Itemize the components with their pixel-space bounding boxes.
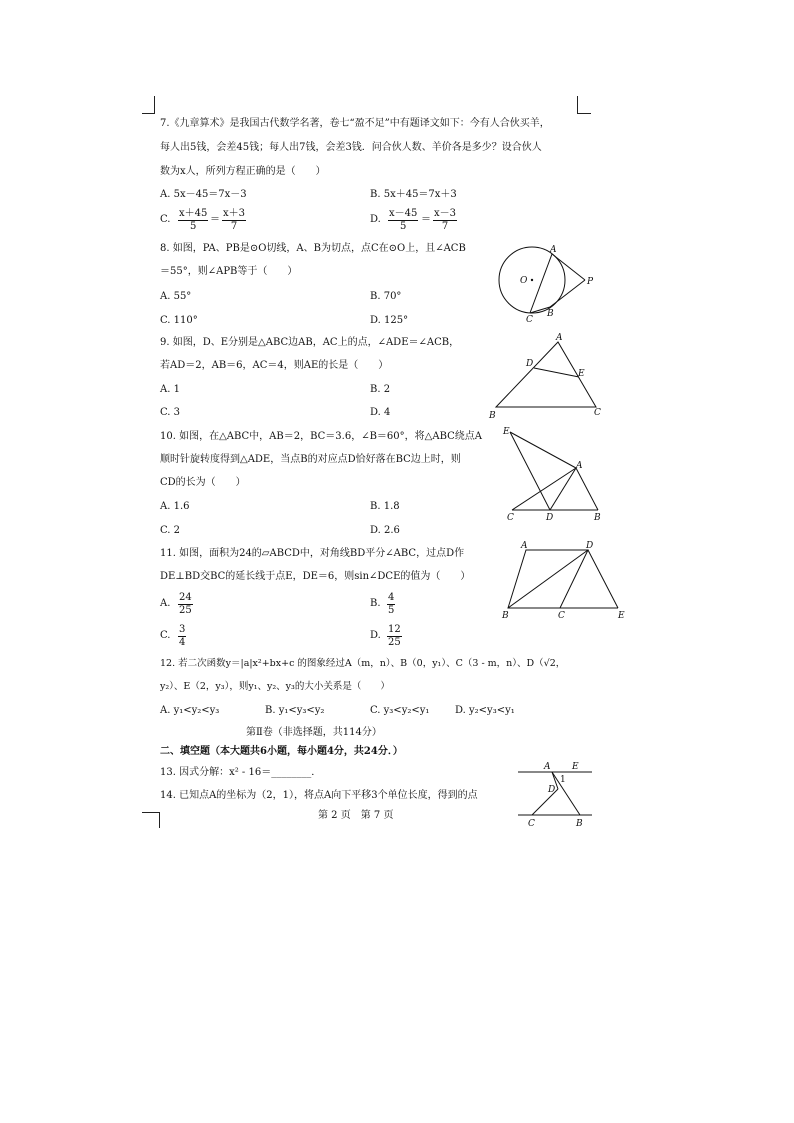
numerator: x＋3	[223, 208, 246, 219]
q9-label-b: B	[489, 411, 496, 421]
q11-option-a-label: A.	[160, 598, 171, 609]
denominator: 7	[230, 221, 238, 232]
q7-option-c-fraction-2	[222, 208, 246, 233]
q7-option-c-label: C.	[160, 214, 171, 225]
q9-label-c: C	[594, 408, 601, 418]
q8-label-a: A	[550, 245, 557, 255]
q8-label-o: O	[520, 276, 528, 286]
q12-option-a: A. y₁<y₂<y₃	[160, 705, 220, 716]
q10-line-3: CD的长为（ ）	[160, 477, 246, 488]
numerator: 24	[179, 592, 192, 603]
q7-option-b: B. 5x＋45＝7x＋3	[370, 189, 457, 200]
q12-line-2: y₂）、E（2，y₃），则y₁、y₂、y₃的大小关系是（ ）	[160, 681, 390, 692]
q13-text: 13. 因式分解：x² - 16＝________．	[160, 767, 322, 778]
q14-label-e: E	[572, 762, 579, 772]
crop-mark-top-left-h	[142, 113, 155, 114]
section-2-title: 第Ⅱ卷（非选择题，共114分）	[246, 727, 382, 738]
q10-label-e: E	[503, 427, 510, 437]
q10-label-c: C	[507, 513, 514, 523]
q9-option-b: B. 2	[370, 384, 391, 395]
q8-circle-tangent-figure	[495, 244, 605, 324]
q9-option-c: C. 3	[160, 407, 181, 418]
q7-line-1: 7.《九章算术》是我国古代数学名著，卷七“盈不足”中有题译文如下：今有人合伙买羊，	[160, 118, 550, 129]
q9-option-d: D. 4	[370, 407, 391, 418]
q11-option-b-fraction	[387, 592, 395, 617]
q8-label-p: P	[587, 277, 594, 287]
q11-label-b: B	[502, 611, 509, 621]
q7-option-a: A. 5x－45＝7x－3	[160, 189, 247, 200]
q8-option-d: D. 125°	[370, 315, 409, 326]
q12-option-d: D. y₂<y₃<y₁	[455, 705, 515, 716]
numerator: 4	[388, 592, 395, 603]
q14-parallel-lines-figure	[512, 758, 597, 830]
q8-label-c: C	[526, 315, 533, 325]
q10-label-a: A	[576, 461, 583, 471]
denominator: 4	[179, 637, 186, 648]
q8-option-c: C. 110°	[160, 315, 198, 326]
q10-option-d: D. 2.6	[370, 525, 400, 536]
q14-text: 14. 已知点A的坐标为（2，1），将点A向下平移3个单位长度，得到的点	[160, 790, 478, 801]
q14-label-one: 1	[560, 775, 566, 785]
numerator: x－3	[434, 208, 457, 219]
q10-line-1: 10. 如图，在△ABC中，AB＝2，BC＝3.6，∠B＝60°，将△ABC绕点A	[160, 431, 482, 442]
q12-option-b: B. y₁<y₃<y₂	[265, 705, 325, 716]
q11-option-d-fraction	[387, 624, 402, 649]
denominator: 5	[190, 221, 197, 232]
q12-option-c: C. y₃<y₂<y₁	[370, 705, 430, 716]
q9-label-d: D	[526, 359, 534, 369]
q8-option-a: A. 55°	[160, 291, 192, 302]
crop-mark-top-right-h	[577, 113, 591, 114]
q11-parallelogram-figure	[498, 540, 628, 620]
denominator: 25	[388, 637, 401, 648]
q9-line-2: 若AD＝2，AB＝6，AC＝4，则AE的长是（ ）	[160, 360, 389, 371]
q14-label-d: D	[548, 785, 556, 795]
q11-line-1: 11. 如图，面积为24的▱ABCD中，对角线BD平分∠ABC，过点D作	[160, 548, 465, 559]
q7-option-d-fraction-1	[388, 208, 418, 233]
q11-label-c: C	[558, 611, 565, 621]
q10-label-b: B	[594, 513, 601, 523]
crop-mark-bottom-left-v	[159, 812, 160, 828]
q12-line-1: 12. 若二次函数y＝|a|x²+bx+c 的图象经过A（m，n）、B（0，y₁）、C（3 - m，n）、D（√2，	[160, 658, 566, 669]
q11-option-c-fraction	[178, 624, 186, 649]
crop-mark-top-right	[577, 96, 578, 114]
q8-option-b: B. 70°	[370, 291, 402, 302]
q10-option-c: C. 2	[160, 525, 181, 536]
q11-option-a-fraction	[178, 592, 193, 617]
q11-option-b-label: B.	[370, 598, 381, 609]
denominator: 25	[179, 605, 192, 616]
numerator: x＋45	[179, 208, 208, 219]
q14-label-a: A	[544, 762, 551, 772]
fill-in-section-title: 二、填空题（本大题共6小题，每小题4分，共24分．）	[160, 746, 403, 757]
numerator: 12	[388, 624, 401, 635]
q9-label-a: A	[556, 333, 563, 343]
numerator: 3	[179, 624, 186, 635]
q7-option-d-fraction-2	[433, 208, 457, 233]
numerator: x－45	[389, 208, 418, 219]
q8-line-1: 8. 如图，PA、PB是⊙O切线，A、B为切点，点C在⊙O上，且∠ACB	[160, 243, 466, 254]
q10-line-2: 顺时针旋转度得到△ADE，当点B的对应点D恰好落在BC边上时，则	[160, 454, 461, 465]
q7-option-c-fraction-1	[178, 208, 208, 233]
q7-line-3: 数为x人，所列方程正确的是（ ）	[160, 166, 326, 177]
denominator: 5	[400, 221, 407, 232]
q9-triangle-figure	[486, 332, 606, 422]
q9-option-a: A. 1	[160, 384, 180, 395]
q11-label-e: E	[618, 611, 625, 621]
denominator: 5	[388, 605, 395, 616]
q7-option-c-equals: ＝	[210, 214, 220, 225]
q8-label-b: B	[547, 309, 554, 319]
q9-label-e: E	[578, 369, 585, 379]
q7-line-2: 每人出5钱，会差45钱；每人出7钱，会差3钱．问合伙人数、羊价各是多少？设合伙人	[160, 142, 542, 153]
q8-line-2: ＝55°，则∠APB等于（ ）	[160, 266, 298, 277]
q10-rotation-figure	[500, 424, 610, 524]
q14-label-c: C	[528, 819, 535, 829]
page-footer: 第 2 页 第 7 页	[318, 810, 394, 821]
crop-mark-bottom-left	[142, 812, 160, 813]
q10-option-a: A. 1.6	[160, 501, 190, 512]
q7-option-d-equals: ＝	[421, 214, 431, 225]
q11-line-2: DE⊥BD交BC的延长线于点E，DE＝6，则sin∠DCE的值为（ ）	[160, 571, 471, 582]
q9-line-1: 9. 如图，D、E分别是△ABC边AB，AC上的点，∠ADE＝∠ACB，	[160, 337, 460, 348]
crop-mark-top-left	[154, 96, 155, 114]
q11-option-d-label: D.	[370, 630, 381, 641]
q11-label-a: A	[521, 541, 528, 551]
q10-label-d: D	[546, 513, 554, 523]
q14-label-b: B	[576, 819, 583, 829]
q11-option-c-label: C.	[160, 630, 171, 641]
q11-label-d: D	[586, 541, 594, 551]
q7-option-d-label: D.	[370, 214, 381, 225]
denominator: 7	[441, 221, 449, 232]
q10-option-b: B. 1.8	[370, 501, 400, 512]
